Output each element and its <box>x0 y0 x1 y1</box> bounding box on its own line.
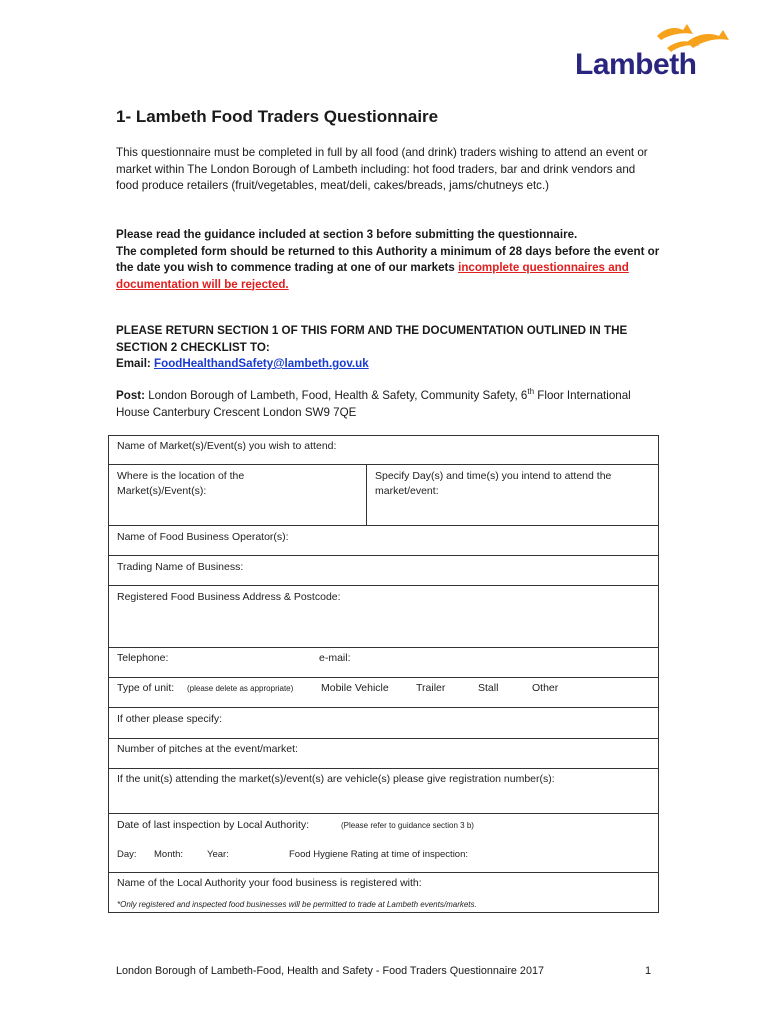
inspection-date-label: Date of last inspection by Local Authority: <box>117 819 310 831</box>
operator-field[interactable]: Name of Food Business Operator(s): <box>117 531 289 543</box>
post-address-sup: th <box>527 387 535 397</box>
address-field[interactable]: Registered Food Business Address & Postcode: <box>117 591 341 603</box>
market-name-field[interactable]: Name of Market(s)/Event(s) you wish to attend: <box>117 440 337 452</box>
page-title: 1- Lambeth Food Traders Questionnaire <box>116 107 439 126</box>
telephone-field[interactable]: Telephone: <box>117 652 169 664</box>
form-divider <box>109 813 658 814</box>
form-column-divider <box>366 464 367 525</box>
form-divider <box>109 525 658 526</box>
pitches-field[interactable]: Number of pitches at the event/market: <box>117 743 298 755</box>
unit-option-trailer[interactable]: Trailer <box>416 682 446 694</box>
days-times-field[interactable]: Specify Day(s) and time(s) you intend to attend the market/event: <box>375 470 612 497</box>
form-divider <box>109 677 658 678</box>
form-divider <box>109 464 658 465</box>
page-number: 1 <box>645 965 652 977</box>
form-divider <box>109 872 658 873</box>
traders-form-table <box>108 435 659 913</box>
guidance-line2: The completed form should be returned to this Authority a minimum of 28 days before the event or the date you wish to commence trading at one of our markets <box>116 244 660 274</box>
form-divider <box>109 555 658 556</box>
form-divider <box>109 707 658 708</box>
inspection-day-field[interactable]: Day: <box>117 849 137 860</box>
email-field[interactable]: e-mail: <box>319 652 351 664</box>
return-heading-block <box>116 323 661 373</box>
inspection-note: (Please refer to guidance section 3 b) <box>341 821 474 830</box>
other-specify-field[interactable]: If other please specify: <box>117 713 223 725</box>
unit-type-note: (please delete as appropriate) <box>187 684 294 693</box>
post-address-b: Floor International House Canterbury Crescent London SW9 7QE <box>116 389 631 419</box>
post-label: Post: <box>116 389 145 402</box>
logo-text: Lambeth <box>575 48 697 81</box>
page-footer: London Borough of Lambeth-Food, Health and Safety - Food Traders Questionnaire 2017 <box>116 965 544 977</box>
location-field[interactable]: Where is the location of the Market(s)/Event(s): <box>117 470 245 497</box>
post-address-a: London Borough of Lambeth, Food, Health & Safety, Community Safety, 6 <box>148 389 528 402</box>
hygiene-rating-field[interactable]: Food Hygiene Rating at time of inspection: <box>289 849 469 860</box>
unit-type-label: Type of unit: <box>117 682 175 694</box>
intro-paragraph: This questionnaire must be completed in full by all food (and drink) traders wishing to attend an event or market within The London Borough of Lambeth including: hot food traders, bar and drink vendors and food produce retailers (fruit/vegetables, meat/deli, cakes/breads, jams/chutneys etc.) <box>116 146 648 192</box>
inspection-year-field[interactable]: Year: <box>207 849 229 860</box>
guidance-paragraph <box>116 227 661 293</box>
form-divider <box>109 647 658 648</box>
rejection-warning: incomplete questionnaires and documentation will be rejected. <box>116 261 629 291</box>
trading-name-field[interactable]: Trading Name of Business: <box>117 561 244 573</box>
return-heading: PLEASE RETURN SECTION 1 OF THIS FORM AND THE DOCUMENTATION OUTLINED IN THE SECTION 2 CHECKLIST TO: <box>116 324 628 354</box>
unit-option-stall[interactable]: Stall <box>478 682 499 694</box>
inspection-month-field[interactable]: Month: <box>154 849 184 860</box>
local-authority-field[interactable]: Name of the Local Authority your food business is registered with: <box>117 877 422 889</box>
email-link[interactable]: FoodHealthandSafety@lambeth.gov.uk <box>154 357 369 370</box>
registration-field[interactable]: If the unit(s) attending the market(s)/event(s) are vehicle(s) please give registration number(s): <box>117 773 555 785</box>
form-divider <box>109 738 658 739</box>
unit-option-mobile-vehicle[interactable]: Mobile Vehicle <box>321 682 389 694</box>
form-divider <box>109 585 658 586</box>
post-address <box>116 388 661 421</box>
registration-note: *Only registered and inspected food businesses will be permitted to trade at Lambeth events/markets. <box>117 900 477 909</box>
email-label: Email: <box>116 357 151 370</box>
form-divider <box>109 768 658 769</box>
unit-option-other[interactable]: Other <box>532 682 559 694</box>
guidance-line1: Please read the guidance included at section 3 before submitting the questionnaire. <box>116 228 578 241</box>
lambeth-logo <box>575 22 740 84</box>
